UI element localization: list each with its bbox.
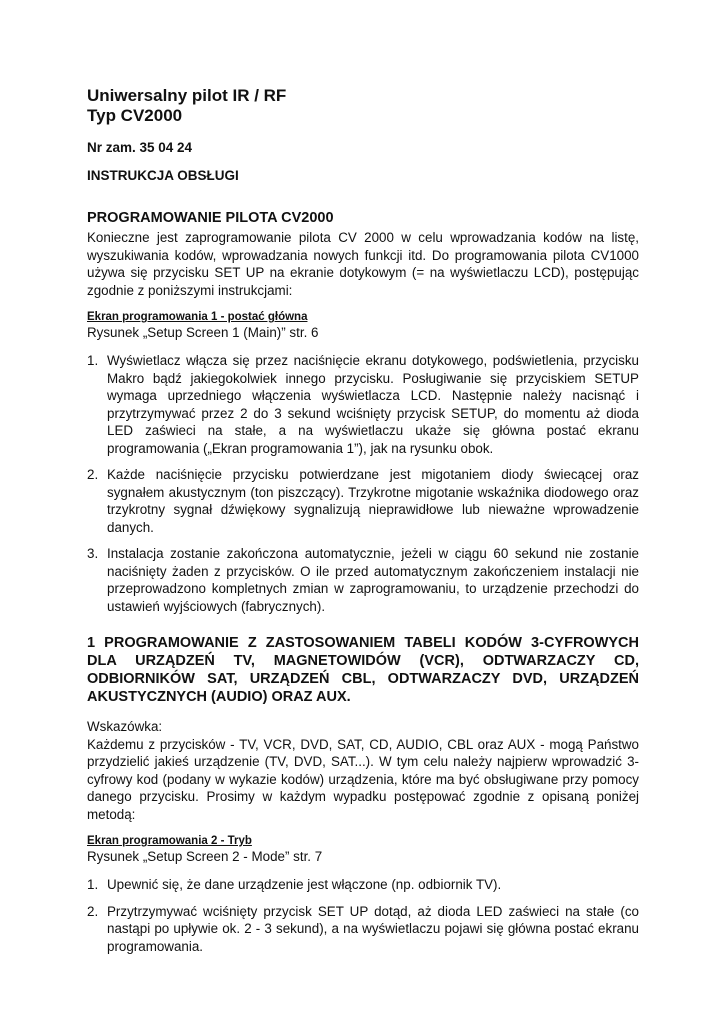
section-heading-programming: PROGRAMOWANIE PILOTA CV2000 bbox=[87, 210, 334, 226]
section-intro-paragraph: Konieczne jest zaprogramowanie pilota CV 2000 w celu wprowadzania kodów na listę, wyszukiwania kodów, wprowadzania nowych funkcji itd. Do programowania pilota CV1000 używa się przycisku SET UP na ekranie dotykowym (= na wyświetlaczu LCD), postępując zgodnie z poniższymi instrukcjami: bbox=[87, 230, 639, 298]
section-heading-code-table: 1 PROGRAMOWANIE Z ZASTOSOWANIEM TABELI KODÓW 3-CYFROWYCH DLA URZĄDZEŃ TV, MAGNETOWIDÓW (VCR), ODTWARZACZY CD, ODBIORNIKÓW SAT, URZĄDZEŃ CBL, ODTWARZACZY DVD, URZĄDZEŃ AKUSTYCZNYCH (AUDIO) ORAZ AUX. bbox=[87, 635, 639, 705]
list-item bbox=[87, 545, 639, 615]
list-item bbox=[87, 352, 639, 457]
screen-label-2: Ekran programowania 2 - Tryb bbox=[87, 835, 252, 847]
document-title-line-1: Uniwersalny pilot IR / RF bbox=[87, 86, 287, 105]
list-item bbox=[87, 466, 639, 536]
figure-reference-2: Rysunek „Setup Screen 2 - Mode” str. 7 bbox=[87, 849, 323, 864]
list-item-number: 2. bbox=[87, 903, 99, 919]
list-item-number: 1. bbox=[87, 353, 99, 368]
instruction-list-1 bbox=[87, 352, 639, 615]
list-item-number: 2. bbox=[87, 467, 99, 482]
order-number: Nr zam. 35 04 24 bbox=[87, 140, 193, 155]
screen-label-1: Ekran programowania 1 - postać główna bbox=[87, 311, 308, 323]
list-item bbox=[87, 876, 639, 894]
list-item-text: Każde naciśnięcie przycisku potwierdzane jest migotaniem diody świecącej oraz sygnałem akustycznym (ton piszczący). Trzykrotne migotanie wskaźnika diodowego oraz trzykrotny sygnał dźwiękowy sygnalizują nieprawidłowe lub nieważne wprowadzenie danych. bbox=[107, 467, 639, 535]
hint-label: Wskazówka: bbox=[87, 719, 163, 734]
list-item bbox=[87, 903, 639, 956]
list-item-text: Przytrzymywać wciśnięty przycisk SET UP dotąd, aż dioda LED zaświeci na stałe (co nastąpi po upływie ok. 2 - 3 sekund), a na wyświetlaczu pojawi się główna postać ekranu programowania. bbox=[107, 903, 639, 954]
document-page bbox=[87, 86, 639, 955]
manual-label: INSTRUKCJA OBSŁUGI bbox=[87, 168, 239, 183]
list-item-number: 1. bbox=[87, 877, 99, 892]
list-item-text: Instalacja zostanie zakończona automatycznie, jeżeli w ciągu 60 sekund nie zostanie naciśnięty żaden z przycisków. O ile przed automatycznym zakończeniem instalacji nie przeprowadzono kompletnych zmian w zaprogramowaniu, to urządzenie przechodzi do ustawień wyjściowych (fabrycznych). bbox=[107, 546, 639, 614]
list-item-text: Wyświetlacz włącza się przez naciśnięcie ekranu dotykowego, podświetlenia, przycisku Makro bądź jakiegokolwiek innego przycisku. Posługiwanie się przyciskiem SETUP wymaga uprzedniego włączenia wyświetlacza LCD. Następnie należy nacisnąć i przytrzymywać przez 2 do 3 sekund wciśnięty przycisk SETUP, do momentu aż dioda LED zaświeci na stałe, a na wyświetlaczu ukaże się główna postać ekranu programowania („Ekran programowania 1”), jak na rysunku obok. bbox=[107, 353, 639, 456]
instruction-list-2 bbox=[87, 876, 639, 955]
figure-reference-1: Rysunek „Setup Screen 1 (Main)” str. 6 bbox=[87, 325, 319, 340]
list-item-number: 3. bbox=[87, 546, 99, 561]
hint-paragraph: Każdemu z przycisków - TV, VCR, DVD, SAT, CD, AUDIO, CBL oraz AUX - mogą Państwo przydzielić jakieś urządzenie (TV, DVD, SAT...). W tym celu należy najpierw wprowadzić 3-cyfrowy kod (podany w wykazie kodów) urządzenia, które ma być obsługiwane przy pomocy danego przycisku. Prosimy w każdym wypadku postępować zgodnie z opisaną poniżej metodą: bbox=[87, 736, 639, 822]
document-title-line-2: Typ CV2000 bbox=[87, 106, 183, 125]
list-item-text: Upewnić się, że dane urządzenie jest włączone (np. odbiornik TV). bbox=[107, 877, 502, 892]
